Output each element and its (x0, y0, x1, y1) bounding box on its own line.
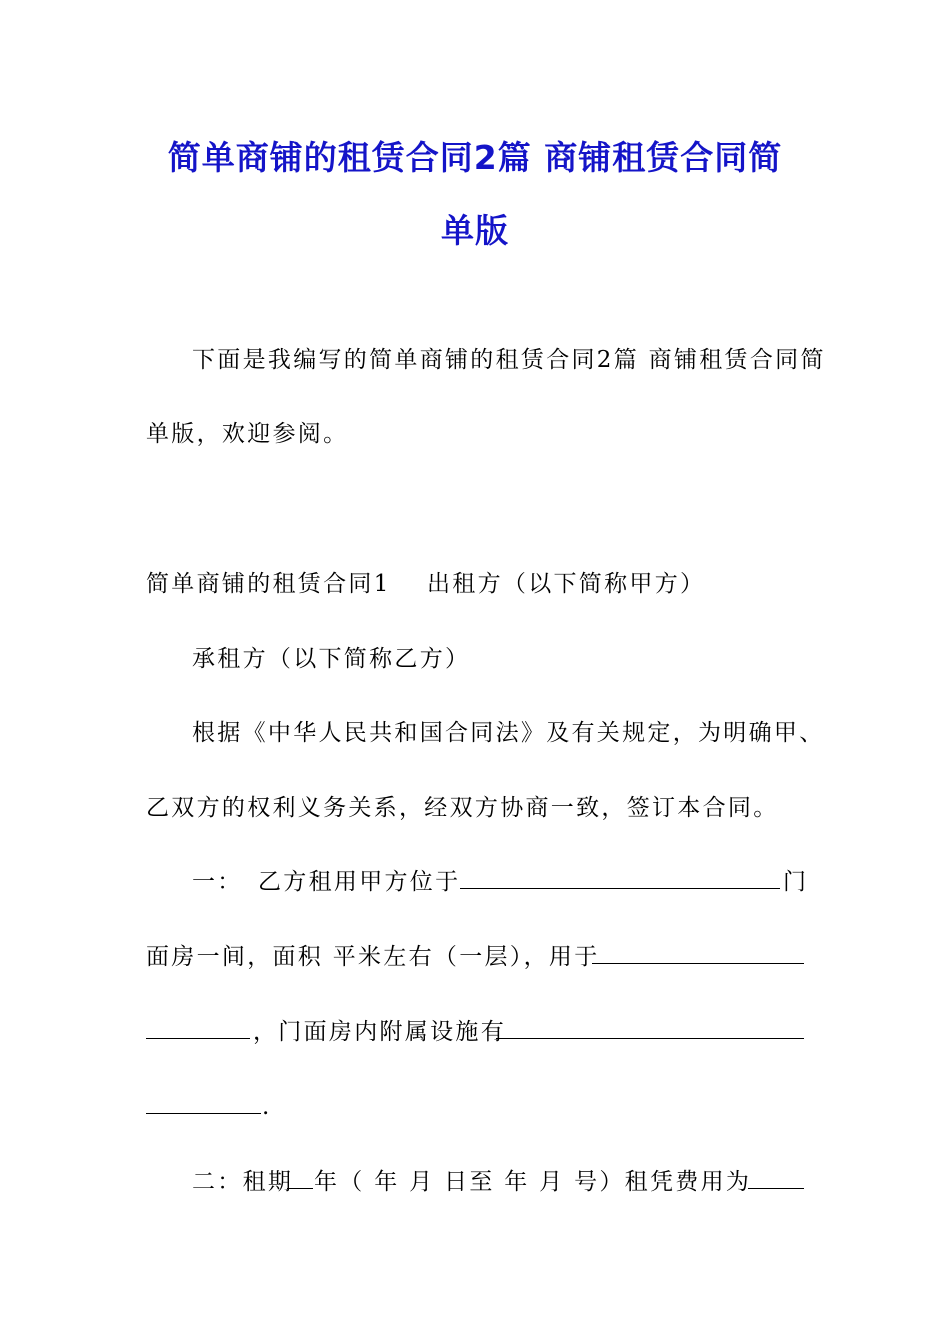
intro-line-2: 单版，欢迎参阅。 (146, 421, 349, 447)
clause-1-line-3: ，门面房内附属设施有 (253, 1019, 506, 1045)
clause-1-prefix: 一： (192, 869, 243, 895)
lessor-line: 出租方（以下简称甲方） (427, 571, 706, 597)
document-title-line-2: 单版 (441, 211, 509, 250)
clause-2-prefix: 二：租期 (192, 1169, 294, 1195)
clause-1-location-blank (460, 868, 780, 889)
basis-line-1: 根据《中华人民共和国合同法》及有关规定，为明确甲、 (192, 720, 825, 746)
clause-1-line-4-end: . (262, 1094, 272, 1120)
clause-1-usage-blank (592, 943, 804, 964)
clause-1-facilities-blank (496, 1018, 804, 1039)
contract-heading: 简单商铺的租赁合同1 (146, 571, 391, 597)
lessee-line: 承租方（以下简称乙方） (192, 646, 471, 672)
document-title-line-1: 简单商铺的租赁合同2篇 商铺租赁合同简 (167, 138, 783, 177)
clause-1-usage-blank-cont (146, 1018, 250, 1039)
clause-2-fee-blank (748, 1168, 804, 1189)
clause-2-term-blank (287, 1168, 313, 1189)
intro-line-1: 下面是我编写的简单商铺的租赁合同2篇 商铺租赁合同简 (192, 347, 826, 373)
clause-1-facilities-blank-cont (146, 1093, 261, 1114)
clause-1-suffix: 门 (783, 869, 809, 895)
basis-line-2: 乙双方的权利义务关系，经双方协商一致，签订本合同。 (146, 795, 779, 821)
clause-1-line-2: 面房一间，面积 平米左右（一层），用于 (146, 944, 600, 970)
clause-2-text: 年（ 年 月 日至 年 月 号）租凭费用为 (314, 1169, 752, 1195)
clause-1-text: 乙方租用甲方位于 (258, 869, 461, 895)
